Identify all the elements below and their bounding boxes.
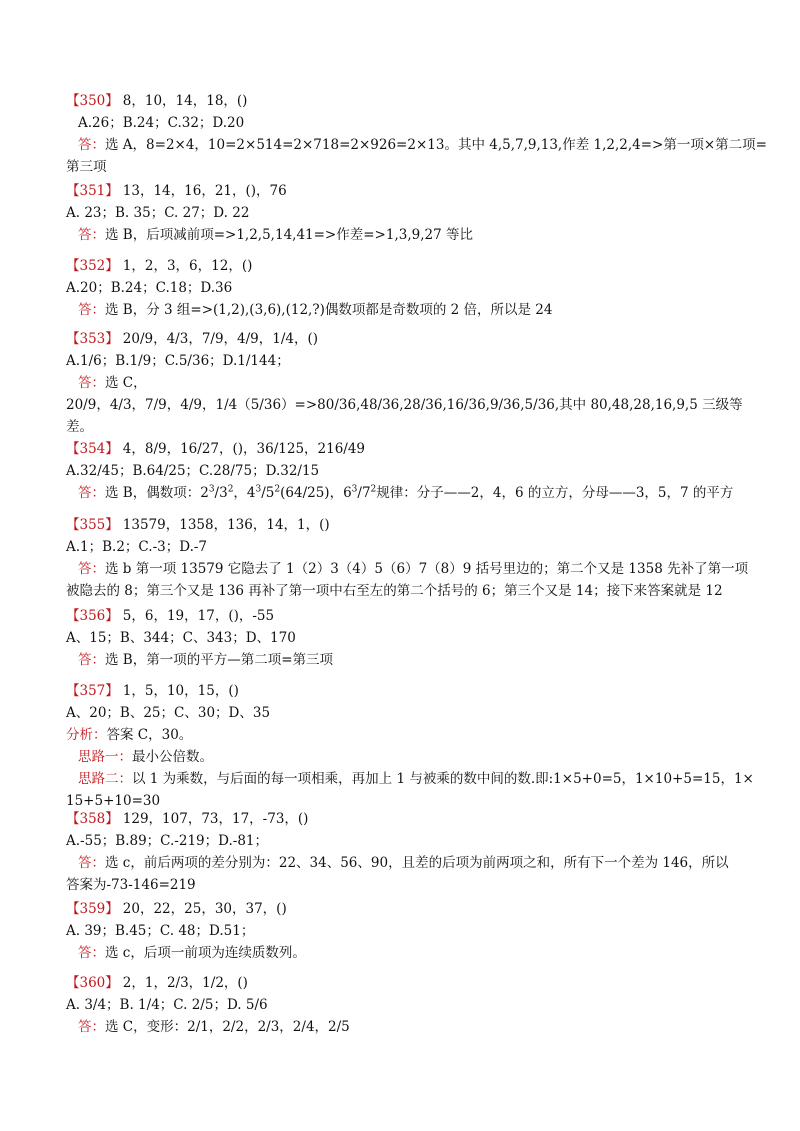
analysis-text: 答案 C，30。	[106, 727, 193, 743]
question-358	[66, 808, 766, 896]
answer-text: 选 B，后项减前项=>1,2,5,14,41=>作差=>1,3,9,27 等比	[105, 227, 473, 243]
answer-text: 选 b 第一项 13579 它隐去了 1（2）3（4）5（6）7（8）9 括号里边的；第二个又是 1358 先补了第一项	[105, 561, 749, 577]
answer-text: 第三项	[66, 159, 107, 175]
question-options: A.26；B.24；C.32；D.20	[78, 115, 245, 131]
answer-label: 答：	[78, 302, 105, 318]
answer-label: 答：	[78, 1019, 105, 1035]
superscript: 2	[274, 484, 281, 495]
question-stem: 8，10，14，18，()	[122, 93, 248, 109]
question-number: 【350】	[66, 93, 119, 109]
idea-two-label: 思路二：	[78, 771, 132, 787]
question-stem: 1，2，3，6，12，()	[122, 258, 253, 274]
question-351	[66, 180, 766, 246]
question-stem: 4，8/9，16/27，()，36/125，216/49	[122, 441, 366, 457]
answer-label: 答：	[78, 485, 105, 501]
question-number: 【356】	[66, 608, 119, 624]
answer-text: 被隐去的 8；第三个又是 136 再补了第一项中右至左的第二个括号的 6；第三个又是 14；接下来答案就是 12	[66, 583, 723, 599]
question-options: A.-55；B.89；C.-219；D.-81；	[66, 833, 269, 849]
question-stem: 20，22，25，30，37，()	[122, 901, 287, 917]
superscript: 2	[370, 484, 377, 495]
question-options: A.1；B.2；C.-3；D.-7	[66, 539, 208, 555]
answer-label: 答：	[78, 652, 105, 668]
answer-text: 选 A，8=2×4，10=2×514=2×718=2×926=2×13。其中 4,5,7,9,13,作差 1,2,2,4=>第一项×第二项=	[105, 137, 767, 153]
answer-text: 选 B，偶数项：2	[105, 485, 209, 501]
answer-text: 差。	[66, 419, 93, 435]
question-number: 【357】	[66, 683, 119, 699]
answer-label: 答：	[78, 855, 105, 871]
question-352	[66, 255, 766, 321]
answer-label: 答：	[78, 561, 105, 577]
answer-text: 选 B，分 3 组=>(1,2),(3,6),(12,?)偶数项都是奇数项的 2 倍，所以是 24	[105, 302, 553, 318]
question-options: A. 39；B.45；C. 48；D.51；	[66, 923, 255, 939]
superscript: 3	[351, 484, 358, 495]
question-options: A.1/6；B.1/9；C.5/36；D.1/144；	[66, 353, 290, 369]
question-number: 【353】	[66, 331, 119, 347]
answer-text: ，4	[233, 485, 256, 501]
answer-label: 答：	[78, 375, 105, 391]
answer-text: /7	[357, 485, 371, 501]
answer-text: 规律：分子——2，4，6 的立方，分母——3，5，7 的平方	[376, 485, 734, 501]
superscript: 3	[208, 484, 215, 495]
question-stem: 2，1，2/3，1/2，()	[122, 975, 248, 991]
question-options: A.32/45；B.64/25；C.28/75；D.32/15	[66, 463, 320, 479]
answer-text: (64/25)，6	[280, 485, 352, 501]
question-stem: 1，5，10，15，()	[122, 683, 239, 699]
question-353	[66, 328, 766, 438]
answer-text: 选 C，	[105, 375, 147, 391]
question-355	[66, 514, 766, 602]
answer-label: 答：	[78, 945, 105, 961]
idea-one-label: 思路一：	[78, 749, 132, 765]
answer-text: /3	[214, 485, 228, 501]
question-options: A、15；B、344；C、343；D、170	[66, 630, 296, 646]
question-354	[66, 438, 766, 504]
question-options: A. 23；B. 35；C. 27；D. 22	[66, 205, 250, 221]
answer-text: 答案为-73-146=219	[66, 877, 196, 893]
answer-text: /5	[261, 485, 275, 501]
analysis-label: 分析：	[66, 727, 107, 743]
question-stem: 13579，1358，136，14，1，()	[122, 517, 330, 533]
idea-one-text: 最小公倍数。	[132, 749, 213, 765]
question-360	[66, 972, 766, 1038]
question-359	[66, 898, 766, 964]
question-stem: 129，107，73，17，-73，()	[122, 811, 309, 827]
question-stem: 20/9，4/3，7/9，4/9，1/4，()	[122, 331, 319, 347]
question-356	[66, 605, 766, 671]
answer-text: 选 c，后项一前项为连续质数列。	[105, 945, 306, 961]
answer-label: 答：	[78, 137, 105, 153]
question-number: 【351】	[66, 183, 119, 199]
answer-label: 答：	[78, 227, 105, 243]
question-number: 【360】	[66, 975, 119, 991]
question-number: 【358】	[66, 811, 119, 827]
superscript: 2	[227, 484, 234, 495]
answer-line	[66, 482, 766, 504]
question-number: 【352】	[66, 258, 119, 274]
question-stem: 5，6，19，17，()，-55	[122, 608, 275, 624]
idea-two-text: 以 1 为乘数，与后面的每一项相乘，再加上 1 与被乘的数中间的数.即:1×5+0=5，1×10+5=15，1×	[132, 771, 754, 787]
idea-two-text: 15+5+10=30	[66, 793, 161, 809]
superscript: 3	[255, 484, 262, 495]
answer-text: 选 B，第一项的平方—第二项=第三项	[105, 652, 334, 668]
answer-text: 选 C，变形：2/1，2/2，2/3，2/4，2/5	[105, 1019, 350, 1035]
question-350	[66, 90, 766, 178]
answer-text: 20/9，4/3，7/9，4/9，1/4（5/36）=>80/36,48/36,28/36,16/36,9/36,5/36,其中 80,48,28,16,9,5 三级等	[66, 397, 743, 413]
question-options: A. 3/4；B. 1/4；C. 2/5；D. 5/6	[66, 997, 268, 1013]
question-number: 【359】	[66, 901, 119, 917]
question-stem: 13，14，16，21，()，76	[122, 183, 287, 199]
question-number: 【355】	[66, 517, 119, 533]
question-options: A、20；B、25；C、30；D、35	[66, 705, 271, 721]
question-number: 【354】	[66, 441, 119, 457]
question-357	[66, 680, 766, 812]
question-options: A.20；B.24；C.18；D.36	[66, 280, 233, 296]
answer-text: 选 c，前后两项的差分别为：22、34、56、90，且差的后项为前两项之和，所有下一个差为 146，所以	[105, 855, 729, 871]
